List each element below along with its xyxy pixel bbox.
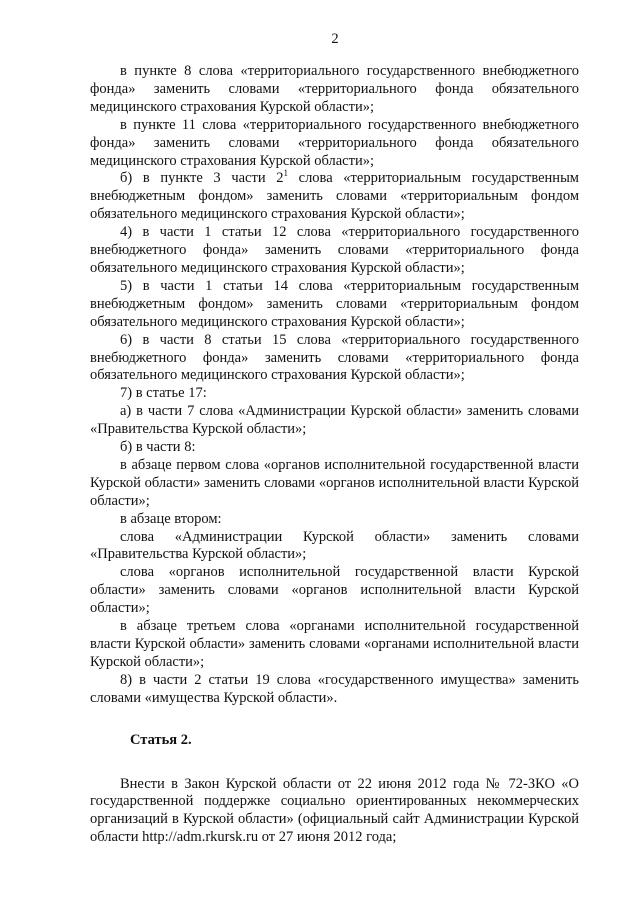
paragraph-abzac-2-a: слова «Администрации Курской области» заменить словами «Правительства Курской области»; xyxy=(90,528,579,563)
document-body xyxy=(90,63,579,847)
paragraph-abzac-2: в абзаце втором: xyxy=(120,510,222,527)
paragraph-part-2-1-rest: слова «территориальным государственным внебюджетным фондом» заменить словами «территориальным фондом обязательного медицинского страхования Курской области»; xyxy=(90,170,579,223)
paragraph-abzac-1: в абзаце первом слова «органов исполнительной государственной власти Курской области» заменить словами «органов исполнительной власти Курской области»; xyxy=(90,456,579,509)
paragraph-item-11: в пункте 11 слова «территориального государственного внебюджетного фонда» заменить словами «территориального фонда обязательного медицинского страхования Курской области»; xyxy=(90,116,579,169)
paragraph-abzac-2-b: слова «органов исполнительной государственной власти Курской области» заменить словами «органов исполнительной власти Курской области»; xyxy=(90,564,579,617)
superscript-1: 1 xyxy=(283,168,288,179)
article-2-text: Внести в Закон Курской области от 22 июня 2012 года № 72-ЗКО «О государственной поддержке социально ориентированных некоммерческих организаций в Курской области» (официальный сайт Администрации Курской области http://adm.rkursk.ru от 27 июня 2012 года; xyxy=(90,775,579,846)
paragraph-article-17-a: а) в части 7 слова «Администрации Курской области» заменить словами «Правительства Курской области»; xyxy=(90,403,579,438)
paragraph-part-2-1-start: б) в пункте 3 части 2 xyxy=(120,170,284,187)
paragraph-article-19: 8) в части 2 статьи 19 слова «государственного имущества» заменить словами «имущества Курской области». xyxy=(90,671,579,706)
article-heading: Статья 2. xyxy=(130,731,192,748)
paragraph-article-15: 6) в части 8 статьи 15 слова «территориального государственного внебюджетного фонда» заменить словами «территориального фонда обязательного медицинского страхования Курской области»; xyxy=(90,331,579,384)
paragraph-item-8: в пункте 8 слова «территориального государственного внебюджетного фонда» заменить словами «территориального фонда обязательного медицинского страхования Курской области»; xyxy=(90,63,579,115)
page-number: 2 xyxy=(331,31,339,47)
paragraph-part-2-1 xyxy=(90,170,579,224)
paragraph-article-17-b: б) в части 8: xyxy=(120,439,196,456)
paragraph-article-12: 4) в части 1 статьи 12 слова «территориального государственного внебюджетного фонда» заменить словами «территориального фонда обязательного медицинского страхования Курской области»; xyxy=(90,224,579,276)
paragraph-abzac-3: в абзаце третьем слова «органами исполнительной государственной власти Курской области» заменить словами «органами исполнительной власти Курской области»; xyxy=(90,618,579,670)
paragraph-article-14: 5) в части 1 статьи 14 слова «территориальным государственным внебюджетным фондом» заменить словами «территориальным фондом обязательного медицинского страхования Курской области»; xyxy=(90,277,579,330)
paragraph-article-17: 7) в статье 17: xyxy=(120,385,207,402)
